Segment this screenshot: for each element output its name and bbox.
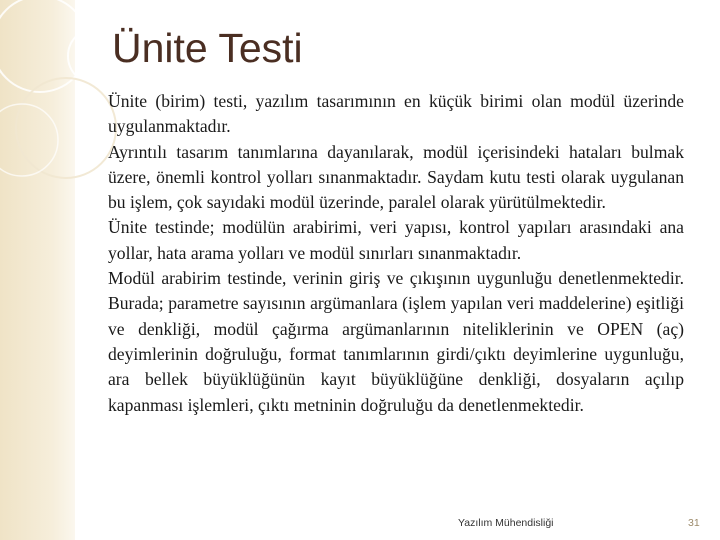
slide-body bbox=[108, 89, 684, 418]
slide-title: Ünite Testi bbox=[112, 25, 303, 71]
paragraph-unit-test-scope: Ünite testinde; modülün arabirimi, veri yapısı, kontrol yapıları arasındaki ana yollar, hata arama yolları ve modül sınırları sınanmaktadır. bbox=[108, 217, 684, 263]
page-number: 31 bbox=[688, 517, 700, 529]
paragraph-detailed-design: Ayrıntılı tasarım tanımlarına dayanılarak, modül içerisindeki hataları bulmak üzere, önemli kontrol yolları sınanmaktadır. Saydam kutu testi olarak uygulanan bu işlem, çok sayıdaki modül üzerinde, paralel olarak yürütülmektedir. bbox=[108, 141, 684, 213]
paragraph-unit-test-definition: Ünite (birim) testi, yazılım tasarımının en küçük birimi olan modül üzerinde uygulanmaktadır. bbox=[108, 91, 684, 137]
footer-course-name: Yazılım Mühendisliği bbox=[458, 517, 554, 529]
paragraph-interface-test: Modül arabirim testinde, verinin giriş ve çıkışının uygunluğu denetlenmektedir. Burada; parametre sayısının argümanlara (işlem yapılan veri maddelerine) eşitliği ve denkliği, modül çağırma argümanlarının niteliklerinin ve OPEN (aç) deyimlerinin doğruluğu, format tanımlarının girdi/çıktı deyimlerine uygunluğu, ara bellek büyüklüğünün kayıt büyüklüğüne denkliği, dosyaların açılıp kapanması işlemleri, çıktı metninin doğruluğu da denetlenmektedir. bbox=[108, 268, 684, 415]
